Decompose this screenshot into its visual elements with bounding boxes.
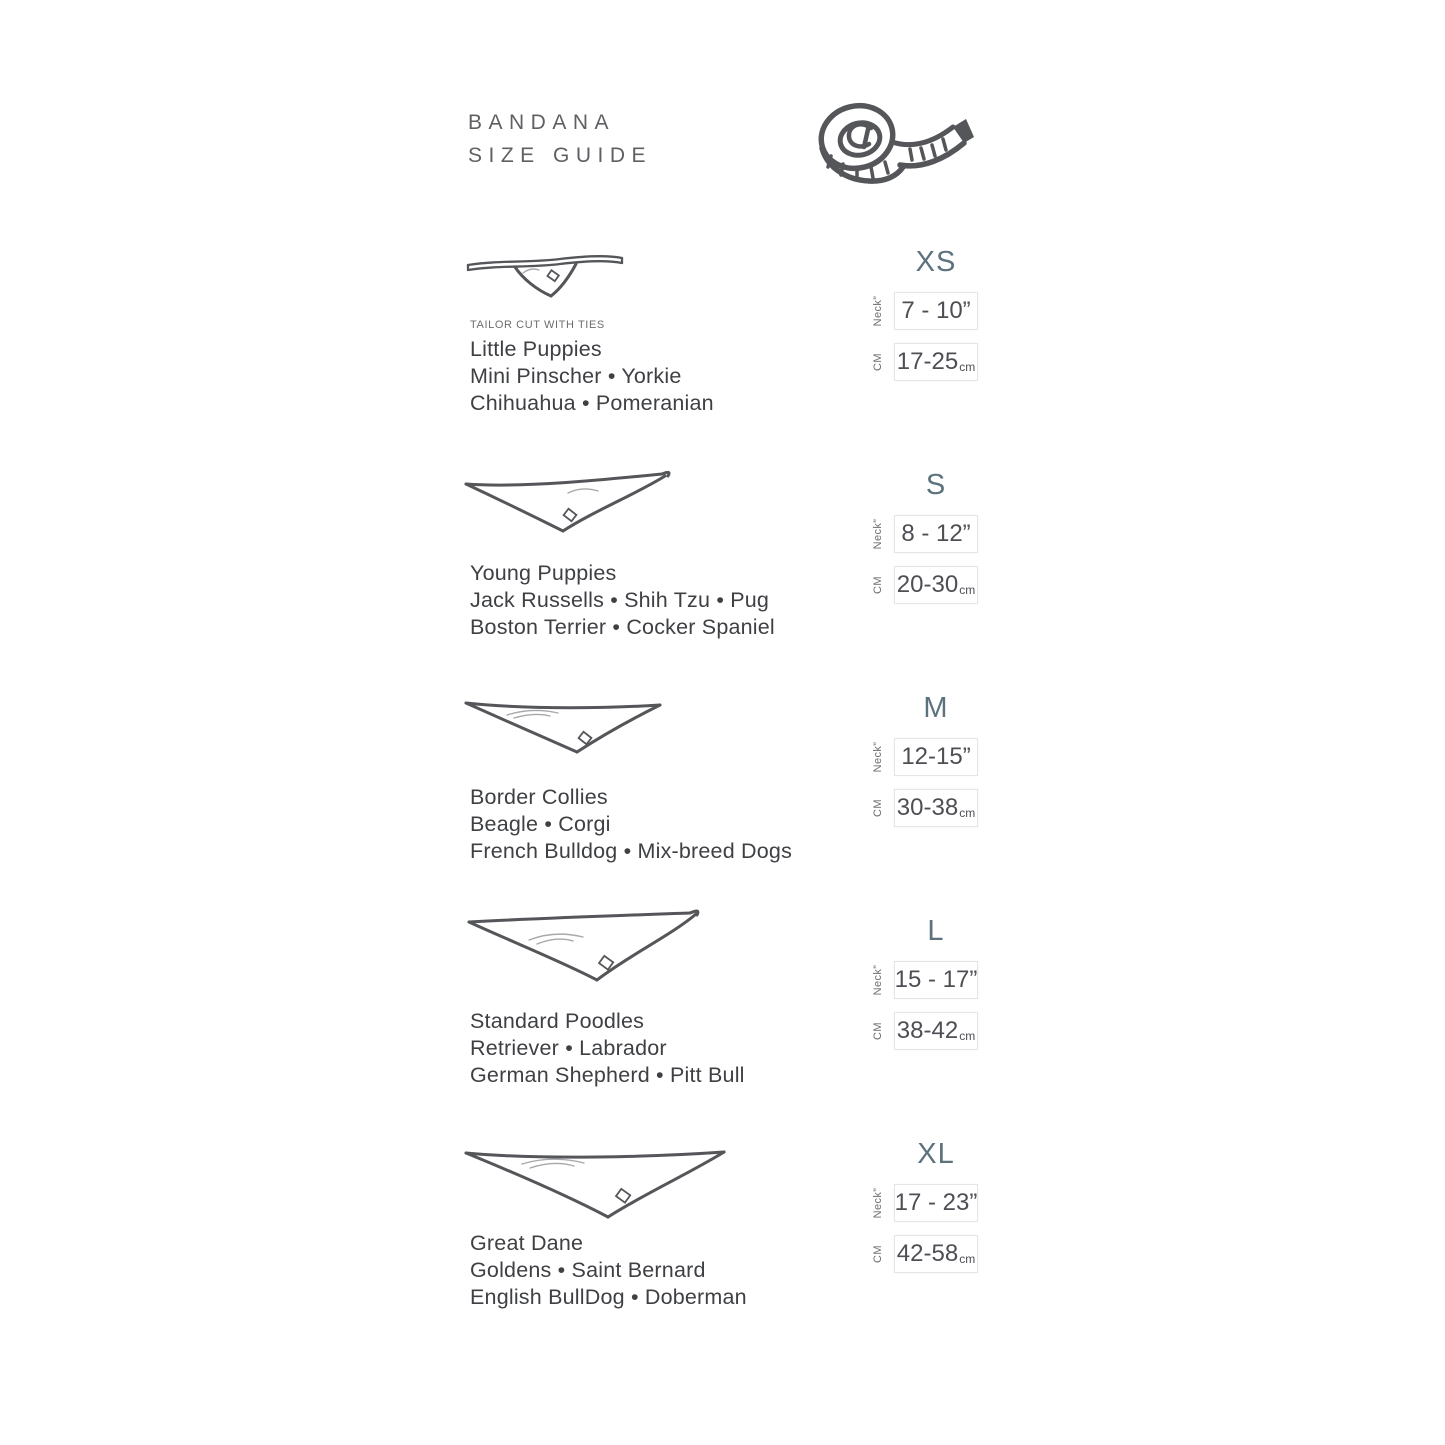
cm-unit-label: cm: [959, 806, 976, 820]
bandana-illustration-l: [463, 908, 703, 986]
page-title-line2: SIZE GUIDE: [468, 144, 653, 167]
cm-range-value: 42-58: [896, 1240, 959, 1267]
bandana-illustration-s: [462, 470, 682, 538]
cm-unit-label: cm: [959, 1029, 976, 1043]
breed-line: Border Collies: [470, 785, 608, 809]
breed-line: Goldens • Saint Bernard: [470, 1258, 706, 1282]
cm-range-box: [894, 343, 978, 381]
breed-line: French Bulldog • Mix-breed Dogs: [470, 839, 793, 863]
bandana-illustration-xl: [462, 1147, 730, 1223]
size-code: L: [927, 915, 945, 947]
tape-coil: [815, 98, 903, 181]
tape-end-tip: [953, 119, 974, 143]
breed-line: Standard Poodles: [470, 1009, 645, 1033]
fold-mark: [514, 714, 550, 718]
cm-range-value: 20-30: [896, 571, 959, 598]
size-note: TAILOR CUT WITH TIES: [470, 319, 605, 331]
breed-line: Retriever • Labrador: [470, 1036, 667, 1060]
cm-axis-label: CM: [872, 1245, 884, 1263]
size-code: XS: [915, 246, 957, 278]
breed-line: Beagle • Corgi: [470, 812, 611, 836]
neck-axis-label: Neck”: [872, 518, 884, 550]
neck-range-box: [894, 961, 978, 999]
page-title-line1: BANDANA: [468, 111, 616, 134]
size-code: M: [923, 692, 949, 724]
cm-unit-label: cm: [959, 1252, 976, 1266]
breed-line: Great Dane: [470, 1231, 584, 1255]
neck-range-box: [894, 515, 978, 553]
fold-mark: [530, 1163, 574, 1168]
size-code: XL: [917, 1138, 955, 1170]
breed-list: [470, 560, 775, 641]
neck-range-box: [894, 1184, 978, 1222]
cm-axis-label: CM: [872, 576, 884, 594]
fabric-tag: [547, 270, 558, 281]
breed-line: Young Puppies: [470, 561, 617, 585]
neck-range-box: [894, 292, 978, 330]
cm-range-box: [894, 789, 978, 827]
neck-axis-label: Neck”: [872, 964, 884, 996]
neck-range-box: [894, 738, 978, 776]
breed-list: [470, 1230, 747, 1311]
cm-range-box: [894, 566, 978, 604]
fold-mark: [568, 489, 598, 493]
measuring-tape-icon: [812, 97, 977, 189]
breed-line: Little Puppies: [470, 337, 602, 361]
bandana-illustration-m: [462, 699, 667, 757]
neck-range-value: 8 - 12”: [901, 520, 971, 547]
breed-list: [470, 1008, 745, 1089]
breed-line: English BullDog • Doberman: [470, 1285, 747, 1309]
cm-range-box: [894, 1012, 978, 1050]
breed-line: Chihuahua • Pomeranian: [470, 391, 714, 415]
breed-line: German Shepherd • Pitt Bull: [470, 1063, 745, 1087]
size-code: S: [925, 469, 947, 501]
fold-mark: [537, 939, 573, 944]
tape-strip: [892, 119, 974, 166]
cm-unit-label: cm: [959, 360, 976, 374]
fold-mark: [523, 269, 539, 273]
neck-range-value: 15 - 17”: [894, 966, 978, 993]
breed-list: [470, 336, 714, 417]
page-title: [468, 106, 652, 172]
cm-range-value: 38-42: [896, 1017, 959, 1044]
cm-range-value: 17-25: [896, 348, 959, 375]
breed-line: Jack Russells • Shih Tzu • Pug: [470, 588, 770, 612]
breed-list: [470, 784, 792, 865]
neck-range-value: 7 - 10”: [901, 297, 971, 324]
neck-axis-label: Neck”: [872, 1187, 884, 1219]
fabric-tag: [564, 509, 577, 521]
neck-range-value: 12-15”: [901, 743, 971, 770]
fabric-tag: [616, 1189, 630, 1203]
cm-axis-label: CM: [872, 1022, 884, 1040]
cm-axis-label: CM: [872, 353, 884, 371]
neck-range-value: 17 - 23”: [894, 1189, 978, 1216]
bandana-illustration-xs: [465, 252, 625, 302]
cm-range-value: 30-38: [896, 794, 959, 821]
neck-axis-label: Neck”: [872, 741, 884, 773]
cm-unit-label: cm: [959, 583, 976, 597]
neck-axis-label: Neck”: [872, 295, 884, 327]
cm-range-box: [894, 1235, 978, 1273]
breed-line: Mini Pinscher • Yorkie: [470, 364, 682, 388]
cm-axis-label: CM: [872, 799, 884, 817]
fabric-tag: [599, 956, 613, 970]
breed-line: Boston Terrier • Cocker Spaniel: [470, 615, 775, 639]
